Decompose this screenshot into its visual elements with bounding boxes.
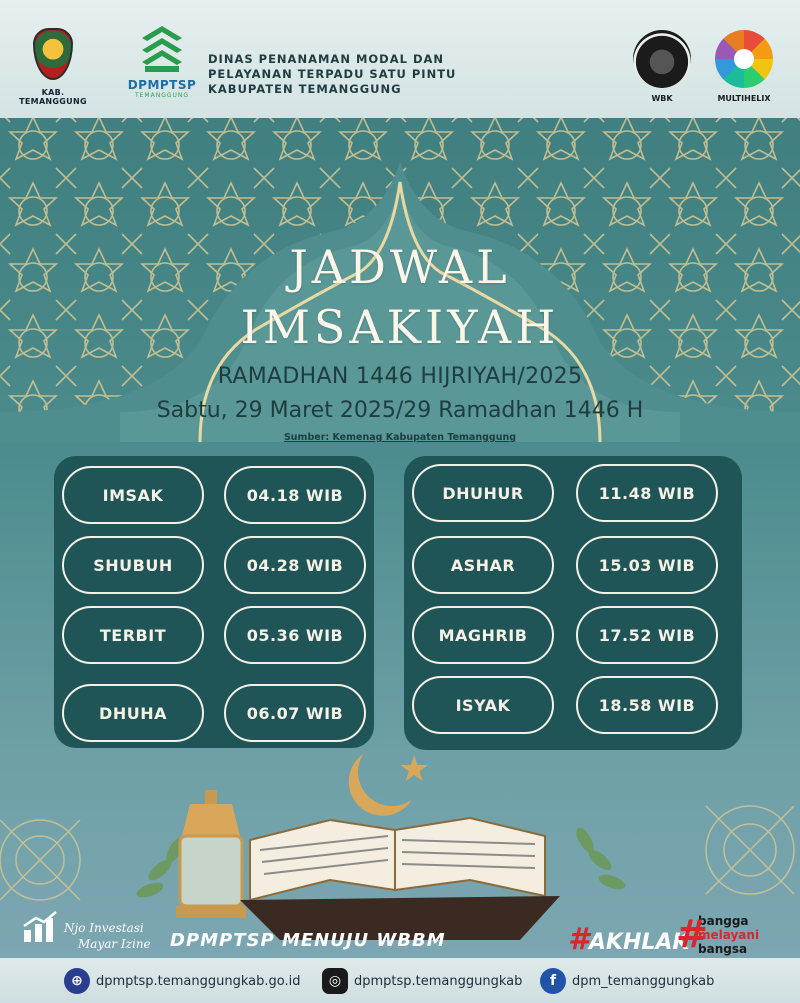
website-contact[interactable] <box>64 966 301 996</box>
prayer-name: TERBIT <box>62 606 204 664</box>
prayer-name: SHUBUH <box>62 536 204 594</box>
bangga-line-2: melayani <box>698 928 760 942</box>
akhlak-badge <box>568 922 689 957</box>
prayer-name: ISYAK <box>412 676 554 734</box>
kab-label: KAB. TEMANGGUNG <box>19 88 87 106</box>
prayer-name: IMSAK <box>62 466 204 524</box>
bangga-melayani-badge <box>676 912 760 956</box>
facebook-icon: f <box>540 968 566 994</box>
corner-ornament-left <box>0 820 80 900</box>
slogan-line-2: Mayar Izine <box>78 937 151 951</box>
prayer-time: 05.36 WIB <box>224 606 366 664</box>
prayer-time: 11.48 WIB <box>576 464 718 522</box>
prayer-name: DHUHA <box>62 684 204 742</box>
title-line-2: IMSAKIYAH <box>240 300 560 354</box>
prayer-time: 17.52 WIB <box>576 606 718 664</box>
tagline: DPMPTSP MENUJU WBBM <box>170 930 446 951</box>
bangga-line-1: bangga <box>698 914 749 928</box>
facebook-text: dpm_temanggungkab <box>572 973 715 989</box>
dpm-logo-text: DPMPTSP <box>127 78 197 92</box>
regency-emblem-icon <box>33 28 73 80</box>
prayer-name: ASHAR <box>412 536 554 594</box>
schedule-panel-right <box>404 456 742 750</box>
instagram-contact[interactable] <box>322 966 522 996</box>
wbk-seal-icon <box>633 30 691 88</box>
date-line: Sabtu, 29 Maret 2025/29 Ramadhan 1446 H <box>156 398 644 423</box>
akhlak-label: AKHLAK <box>588 930 690 955</box>
dpm-logo-sub: TEMANGGUNG <box>134 92 190 99</box>
dpmptsp-logo <box>114 26 210 99</box>
leaves-right <box>573 825 627 893</box>
agency-name <box>208 52 498 97</box>
growth-chart-icon <box>22 910 60 944</box>
source-note: Sumber: Kemenag Kabupaten Temanggung <box>283 432 517 443</box>
agency-line-1: DINAS PENANAMAN MODAL DAN <box>208 52 445 66</box>
globe-icon: ⊕ <box>64 968 90 994</box>
slogan-line-1: Njo Investasi <box>64 921 144 935</box>
bangga-line-3: bangsa <box>698 942 748 956</box>
wbk-logo <box>630 30 694 103</box>
prayer-time: 04.28 WIB <box>224 536 366 594</box>
kab-temanggung-logo <box>16 28 90 106</box>
prayer-time: 04.18 WIB <box>224 466 366 524</box>
title-line-1: JADWAL <box>289 240 511 294</box>
slogan <box>64 920 151 952</box>
multihelix-logo <box>704 30 784 103</box>
schedule-panel-left <box>54 456 374 748</box>
prayer-time: 15.03 WIB <box>576 536 718 594</box>
star-icon: ★ <box>398 749 431 790</box>
hash-icon: # <box>676 912 708 956</box>
prayer-time: 06.07 WIB <box>224 684 366 742</box>
subtitle: RAMADHAN 1446 HIJRIYAH/2025 <box>217 364 583 389</box>
instagram-icon: ◎ <box>322 968 348 994</box>
hash-icon: # <box>568 922 589 957</box>
prayer-name: MAGHRIB <box>412 606 554 664</box>
agency-line-3: KABUPATEN TEMANGGUNG <box>208 82 402 96</box>
multihelix-wheel-icon <box>715 30 773 88</box>
corner-ornament-right <box>706 806 794 894</box>
chevron-stack-icon <box>139 26 185 74</box>
prayer-name: DHUHUR <box>412 464 554 522</box>
header <box>0 0 800 118</box>
website-text: dpmptsp.temanggungkab.go.id <box>96 973 301 989</box>
multihelix-label: MULTIHELIX <box>717 94 771 103</box>
facebook-contact[interactable] <box>540 966 714 996</box>
wbk-label: WBK <box>651 94 673 103</box>
agency-line-2: PELAYANAN TERPADU SATU PINTU <box>208 67 457 81</box>
prayer-time: 18.58 WIB <box>576 676 718 734</box>
instagram-text: dpmptsp.temanggungkab <box>354 973 523 989</box>
